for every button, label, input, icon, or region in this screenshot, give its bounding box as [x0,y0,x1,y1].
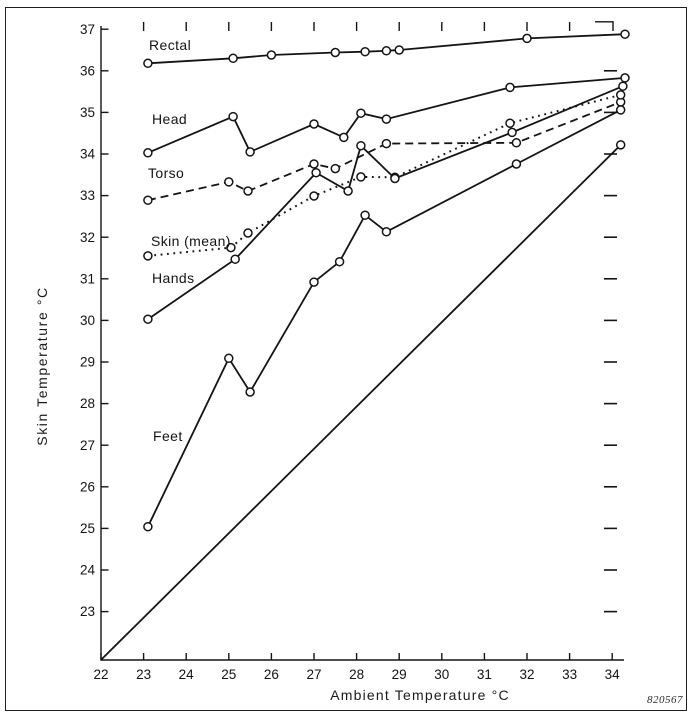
point-feet [382,228,390,236]
top-right-corner-tick [595,22,613,31]
x-tick-label-28: 28 [349,667,365,682]
point-rectal [229,54,237,62]
point-feet [336,258,344,266]
y-tick-label-23: 23 [79,604,95,620]
x-tick-label-30: 30 [434,667,450,682]
x-tick-label-33: 33 [562,667,578,682]
point-torso [382,140,390,148]
point-skin-mean [310,192,318,200]
series-label-hands: Hands [152,270,195,286]
point-hands [391,175,399,183]
point-rectal [395,46,403,54]
point-skin-mean [617,91,625,99]
x-axis-title: Ambient Temperature °C [330,687,510,703]
point-head [229,113,237,121]
y-tick-label-31: 31 [79,271,95,287]
point-hands [312,169,320,177]
point-skin-mean [506,119,514,127]
figure-code: 820567 [647,694,683,706]
x-tick-label-23: 23 [136,667,152,682]
y-tick-label-37: 37 [79,21,95,37]
point-rectal [523,34,531,42]
point-head [621,74,629,82]
x-tick-label-32: 32 [519,667,535,682]
point-skin-mean [244,229,252,237]
point-hands [231,255,239,263]
point-hands [508,128,516,136]
point-torso [244,187,252,195]
series-label-head: Head [152,111,188,127]
point-torso [331,165,339,173]
ambient-identity-line-end-marker [617,141,625,149]
point-rectal [361,48,369,56]
y-tick-label-35: 35 [79,105,95,120]
point-head [506,83,514,91]
point-hands [344,187,352,195]
y-tick-label-28: 28 [79,396,95,412]
y-axis-title: Skin Temperature °C [34,286,50,446]
y-tick-label-27: 27 [79,437,95,453]
point-torso [225,178,233,186]
x-tick-label-34: 34 [604,667,620,682]
x-tick-label-22: 22 [93,667,109,682]
series-label-skin-mean: Skin (mean) [151,233,231,249]
point-rectal [144,59,152,67]
series-label-rectal: Rectal [149,37,192,53]
point-hands [144,315,152,323]
point-skin-mean [357,173,365,181]
x-tick-label-26: 26 [263,667,279,682]
y-tick-label-36: 36 [79,63,95,79]
series-line-feet [148,110,621,527]
point-torso [310,160,318,168]
point-feet [617,106,625,114]
point-rectal [621,30,629,38]
point-rectal [267,51,275,59]
x-tick-label-27: 27 [306,667,322,682]
point-head [144,149,152,157]
series-label-torso: Torso [148,165,185,181]
y-tick-label-24: 24 [79,562,95,578]
point-rectal [382,47,390,55]
point-head [357,109,365,117]
point-feet [225,354,233,362]
point-feet [310,278,318,286]
x-tick-label-25: 25 [221,667,237,682]
y-tick-label-25: 25 [79,521,95,536]
point-head [340,133,348,141]
point-feet [361,211,369,219]
series-label-feet: Feet [153,428,183,444]
point-feet [144,523,152,531]
y-tick-label-33: 33 [79,188,95,204]
y-tick-label-29: 29 [79,354,95,370]
x-tick-label-24: 24 [178,667,194,682]
y-tick-label-34: 34 [79,146,95,162]
x-tick-label-31: 31 [476,667,492,682]
point-head [246,148,254,156]
point-head [310,120,318,128]
y-tick-label-26: 26 [79,479,95,495]
point-hands [357,142,365,150]
point-skin-mean [144,252,152,260]
point-rectal [331,49,339,57]
point-feet [246,388,254,396]
point-torso [144,196,152,204]
point-torso [512,139,520,147]
y-tick-label-30: 30 [79,313,95,328]
point-hands [619,82,627,90]
point-feet [512,160,520,168]
x-tick-label-29: 29 [391,667,407,682]
y-tick-label-32: 32 [79,229,95,245]
point-head [382,115,390,123]
